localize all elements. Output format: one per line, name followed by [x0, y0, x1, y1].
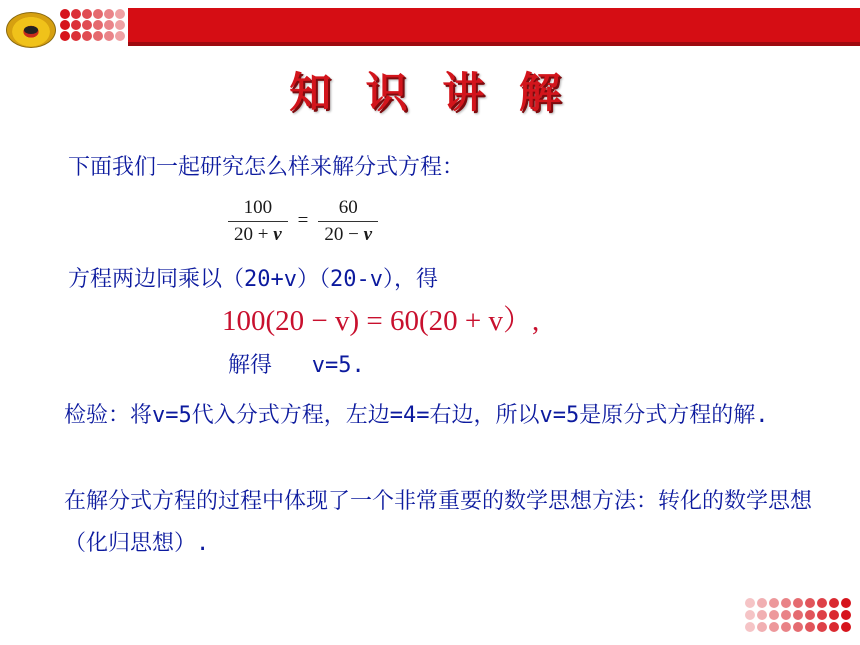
- decoration-dot: [104, 9, 114, 19]
- decoration-dot: [841, 622, 851, 632]
- left-fraction: [228, 197, 288, 246]
- decorative-dots-icon: [60, 9, 126, 43]
- decoration-dot: [93, 20, 103, 30]
- decoration-dot: [817, 622, 827, 632]
- decoration-dot: [71, 20, 81, 30]
- left-denominator: 20 + v: [234, 223, 282, 245]
- solved-line: [228, 348, 365, 379]
- decoration-dot: [60, 20, 70, 30]
- right-denominator: 20 − v: [324, 223, 373, 245]
- expanded-equation: 100(20 − v) = 60(20 + v）,: [222, 305, 540, 337]
- fraction-equation: [228, 196, 378, 246]
- decoration-dot: [82, 31, 92, 41]
- decoration-dot: [115, 31, 125, 41]
- decoration-dot: [829, 610, 839, 620]
- decoration-dot: [769, 622, 779, 632]
- decoration-dot: [757, 610, 767, 620]
- decoration-dot: [115, 20, 125, 30]
- decoration-dot: [829, 622, 839, 632]
- idea-paragraph: 在解分式方程的过程中体现了一个非常重要的数学思想方法：转化的数学思想（化归思想）.: [64, 489, 813, 556]
- decoration-dot: [817, 598, 827, 608]
- slide-title: 知 识 讲 解: [289, 68, 571, 117]
- decoration-dot: [60, 31, 70, 41]
- equals-sign: =: [297, 210, 309, 231]
- decoration-dot: [841, 610, 851, 620]
- decorative-dots-icon: [745, 598, 855, 638]
- right-fraction: [318, 197, 378, 246]
- decoration-dot: [757, 622, 767, 632]
- decoration-dot: [71, 31, 81, 41]
- decoration-dot: [115, 9, 125, 19]
- decoration-dot: [60, 9, 70, 19]
- decoration-dot: [829, 598, 839, 608]
- decoration-dot: [781, 622, 791, 632]
- decoration-dot: [793, 622, 803, 632]
- decoration-dot: [93, 31, 103, 41]
- decoration-dot: [82, 20, 92, 30]
- decoration-dot: [805, 598, 815, 608]
- decoration-dot: [757, 598, 767, 608]
- check-paragraph: 检验：将v=5代入分式方程，左边=4=右边，所以v=5是原分式方程的解.: [64, 403, 769, 428]
- solved-value: v=5.: [311, 353, 365, 378]
- decoration-dot: [805, 622, 815, 632]
- header-bar: [128, 8, 860, 42]
- decoration-dot: [769, 610, 779, 620]
- right-numerator: 60: [338, 196, 358, 218]
- decoration-dot: [793, 598, 803, 608]
- decoration-dot: [781, 610, 791, 620]
- decoration-dot: [93, 9, 103, 19]
- decoration-dot: [71, 9, 81, 19]
- decoration-dot: [745, 610, 755, 620]
- decoration-dot: [793, 610, 803, 620]
- decoration-dot: [745, 598, 755, 608]
- decoration-dot: [817, 610, 827, 620]
- intro-text: 下面我们一起研究怎么样来解分式方程：: [68, 155, 465, 180]
- solved-label: 解得: [228, 353, 273, 378]
- decoration-dot: [781, 598, 791, 608]
- decoration-dot: [104, 20, 114, 30]
- decoration-dot: [841, 598, 851, 608]
- decoration-dot: [745, 622, 755, 632]
- decoration-dot: [769, 598, 779, 608]
- decoration-dot: [805, 610, 815, 620]
- decoration-dot: [82, 9, 92, 19]
- decoration-dot: [104, 31, 114, 41]
- left-numerator: 100: [243, 196, 273, 218]
- school-logo-icon: [6, 12, 56, 48]
- multiply-text: 方程两边同乘以（20+v）（20-v），得: [68, 267, 438, 292]
